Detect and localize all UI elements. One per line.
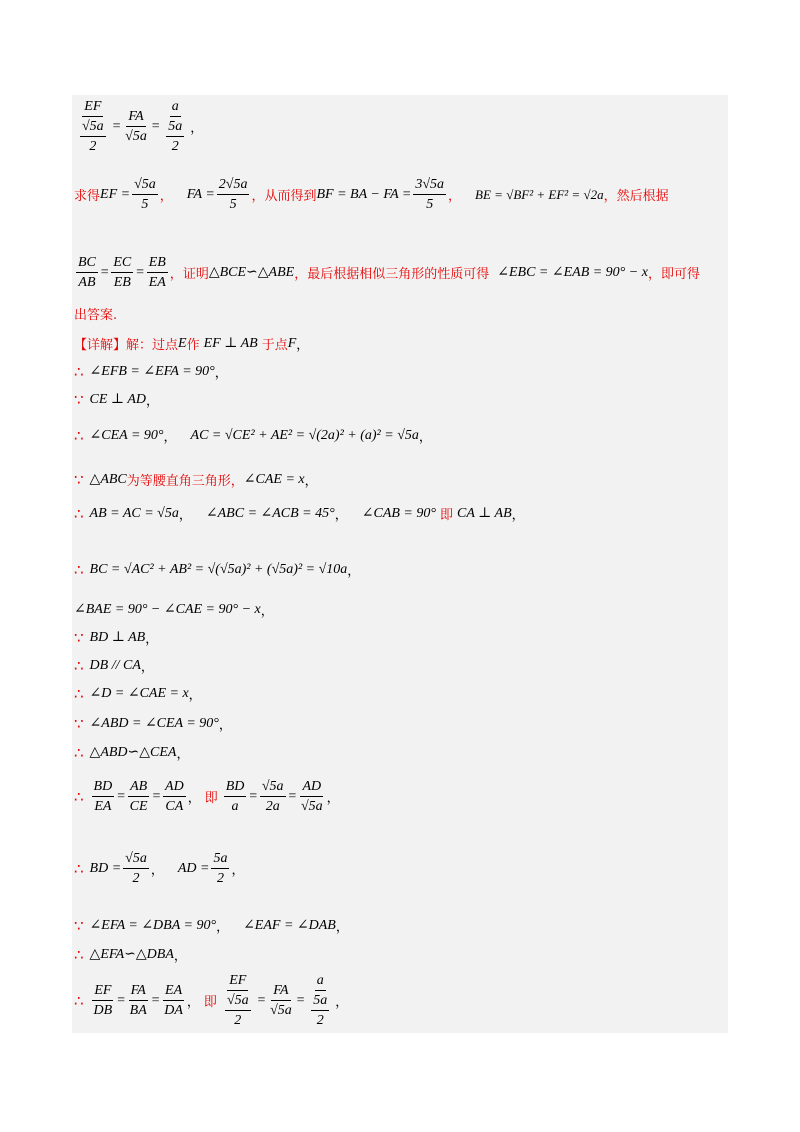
fraction <box>221 972 255 1029</box>
numerator: BD <box>224 778 247 797</box>
math-expression: ∠CEA = 90° <box>89 428 164 443</box>
punctuation: ， <box>163 430 177 445</box>
equation-line-17 <box>74 743 189 762</box>
therefore-symbol: ∴ <box>74 859 84 878</box>
denominator: DA <box>164 1003 183 1018</box>
fraction <box>147 254 168 291</box>
numerator: AB <box>128 778 149 797</box>
punctuation: ， <box>326 791 340 806</box>
equation-line-11 <box>74 560 360 579</box>
denominator: CA <box>165 799 184 814</box>
denominator: AB <box>78 275 96 290</box>
text-label: 作 <box>186 338 200 353</box>
equals-sign: = <box>111 118 122 134</box>
denominator <box>221 991 255 1029</box>
fraction <box>132 176 158 213</box>
denominator: BA <box>129 1003 147 1018</box>
fraction <box>76 254 98 291</box>
denominator: 5 <box>426 197 434 212</box>
punctuation: ， <box>294 267 308 282</box>
equation-line-16 <box>74 714 232 733</box>
math-expression: ∠CAE = x <box>243 472 305 487</box>
text-label: 即 <box>204 791 218 806</box>
numerator: AD <box>163 778 186 797</box>
punctuation: ， <box>448 189 462 204</box>
fraction <box>128 982 149 1019</box>
math-expression: CA ⊥ AB <box>456 506 512 521</box>
fraction <box>225 992 251 1029</box>
punctuation: ， <box>186 995 200 1010</box>
fraction <box>211 850 229 887</box>
math-expression: △ABC <box>89 472 127 487</box>
numerator: √5a <box>132 176 158 195</box>
fraction <box>92 778 115 815</box>
denominator: 2a <box>265 799 280 814</box>
therefore-symbol: ∴ <box>74 560 84 579</box>
numerator: EC <box>111 254 133 273</box>
equation-line-15 <box>74 684 202 703</box>
denominator <box>76 117 110 155</box>
math-expression: ∠ABD = ∠CEA = 90° <box>89 716 219 731</box>
punctuation: ， <box>603 189 617 204</box>
punctuation: ， <box>173 949 187 964</box>
denominator: 2 <box>316 1013 324 1028</box>
text-label: 即可得 <box>660 267 700 282</box>
denominator: 2 <box>132 871 140 886</box>
punctuation: ， <box>188 688 202 703</box>
punctuation: ， <box>334 508 348 523</box>
text-label: 出答案. <box>74 308 118 323</box>
math-expression: BD = <box>89 860 122 876</box>
denominator: 2 <box>89 139 97 154</box>
numerator: FA <box>129 982 148 1001</box>
punctuation: ， <box>190 121 204 136</box>
math-expression: F <box>287 335 297 351</box>
fraction <box>299 778 325 815</box>
denominator: √5a <box>270 1003 292 1018</box>
punctuation: ， <box>176 747 190 762</box>
numerator: 5a <box>166 118 184 137</box>
punctuation: ， <box>214 366 228 381</box>
math-expression: △ABD∽△CEA <box>89 745 177 760</box>
numerator: EF <box>82 98 103 117</box>
text-label: 从而得到 <box>264 189 317 204</box>
text-label: 证明 <box>182 267 209 282</box>
equation-line-8 <box>74 426 432 445</box>
punctuation: ， <box>145 632 159 647</box>
equation-line-6 <box>74 362 228 381</box>
fraction <box>224 778 247 815</box>
punctuation: ， <box>216 920 230 935</box>
fraction <box>268 982 294 1019</box>
fraction <box>128 778 150 815</box>
numerator: √5a <box>80 118 106 137</box>
fraction <box>311 992 329 1029</box>
numerator: 5a <box>311 992 329 1011</box>
punctuation: ， <box>231 863 245 878</box>
punctuation: ， <box>335 995 349 1010</box>
equals-sign: = <box>150 118 161 134</box>
punctuation: ， <box>218 718 232 733</box>
punctuation: ， <box>150 863 164 878</box>
denominator: EB <box>113 275 131 290</box>
math-expression: DB // CA <box>89 657 141 673</box>
numerator: BC <box>76 254 98 273</box>
equation-line-19 <box>74 850 244 887</box>
denominator: 5 <box>141 197 149 212</box>
punctuation: ， <box>335 920 349 935</box>
math-expression: ∠EFA = ∠DBA = 90° <box>89 918 217 933</box>
punctuation: ， <box>418 430 432 445</box>
equation-line-4 <box>74 304 117 323</box>
punctuation: ， <box>169 267 183 282</box>
numerator: 3√5a <box>413 176 446 195</box>
numerator: 2√5a <box>217 176 250 195</box>
equation-line-2 <box>74 176 669 213</box>
therefore-symbol: ∴ <box>74 743 84 762</box>
equation-line-9 <box>74 470 318 489</box>
math-expression: AD = <box>177 860 210 876</box>
punctuation: ， <box>140 660 154 675</box>
denominator: CE <box>129 799 148 814</box>
math-expression: ∠ABC = ∠ACB = 45° <box>205 506 335 521</box>
numerator: √5a <box>225 992 251 1011</box>
math-expression: CE ⊥ AD <box>89 392 147 407</box>
therefore-symbol: ∴ <box>74 656 84 675</box>
fraction <box>111 254 133 291</box>
equation-line-14 <box>74 656 154 675</box>
therefore-symbol: ∴ <box>74 991 84 1010</box>
numerator: 5a <box>211 850 229 869</box>
punctuation: ， <box>347 564 361 579</box>
punctuation: ， <box>251 189 265 204</box>
denominator: √5a <box>300 799 323 814</box>
text-label: 即 <box>439 508 453 523</box>
because-symbol: ∵ <box>74 470 84 489</box>
math-expression: EF = <box>100 186 131 202</box>
math-expression: ∠EAF = ∠DAB <box>243 918 336 933</box>
fraction <box>166 118 184 155</box>
therefore-symbol: ∴ <box>74 362 84 381</box>
math-expression: BE = √BF² + EF² = √2a <box>475 186 604 202</box>
text-label: 为等腰直角三角形， <box>126 474 244 489</box>
fraction <box>92 982 115 1019</box>
fraction <box>260 778 286 815</box>
equation-line-18: ∴ $\frac{BD}{EA}$ = $\frac{AB}{CE}$ = $\frac{AD}{CA}$ ， 即 $\frac{BD}{a}$ = $\frac{√5a}{2a}$ = $\frac{AD}{√5a}$ ， <box>74 779 340 814</box>
punctuation: ， <box>647 267 661 282</box>
text-label: 于点 <box>261 338 288 353</box>
therefore-symbol: ∴ <box>74 426 84 445</box>
math-expression: E <box>178 335 187 351</box>
punctuation: ， <box>146 394 160 409</box>
numerator: BD <box>92 778 115 797</box>
because-symbol: ∵ <box>74 628 84 647</box>
punctuation: ， <box>511 508 525 523</box>
denominator: a <box>231 799 239 814</box>
math-expression: FA = <box>186 186 215 202</box>
text-label: 求得 <box>74 189 101 204</box>
fraction <box>163 778 186 815</box>
numerator: a <box>315 972 326 991</box>
numerator: EA <box>163 982 184 1001</box>
therefore-symbol: ∴ <box>74 504 84 523</box>
punctuation: ， <box>296 338 310 353</box>
math-expression: ∠D = ∠CAE = x <box>89 686 189 701</box>
equation-line-10 <box>74 504 525 523</box>
therefore-symbol: ∴ <box>74 787 84 806</box>
math-expression: ∠EBC = ∠EAB = 90° − x <box>497 265 648 280</box>
text-label: 最后根据相似三角形的性质可得 <box>307 267 490 282</box>
punctuation: ， <box>260 604 274 619</box>
denominator: 2 <box>171 139 179 154</box>
fraction <box>76 98 110 155</box>
punctuation: ， <box>304 474 318 489</box>
equation-line-1 <box>74 98 203 155</box>
fraction <box>307 972 333 1029</box>
text-label: 即 <box>203 995 217 1010</box>
denominator <box>162 117 188 155</box>
punctuation: ， <box>187 791 201 806</box>
math-expression: BF = BA − FA = <box>316 186 412 202</box>
equation-line-22: ∴ $\frac{EF}{DB}$ = $\frac{FA}{BA}$ = $\frac{EA}{DA}$ ， 即 $\frac{EF}{\frac{√5a}{2}}$ = $\frac{FA}{√5a}$ = $\frac{a}{\frac{5a}{2}}$ ， <box>74 973 349 1028</box>
math-expression: △EFA∽△DBA <box>89 947 174 962</box>
because-symbol: ∵ <box>74 916 84 935</box>
because-symbol: ∵ <box>74 390 84 409</box>
equation-line-12 <box>74 600 274 619</box>
math-expression: BC = √AC² + AB² = √(√5a)² + (√5a)² = √10a <box>89 561 348 577</box>
denominator: EA <box>94 799 112 814</box>
denominator: DB <box>93 1003 113 1018</box>
because-symbol: ∵ <box>74 714 84 733</box>
therefore-symbol: ∴ <box>74 684 84 703</box>
therefore-symbol: ∴ <box>74 945 84 964</box>
numerator: a <box>170 98 181 117</box>
denominator <box>307 991 333 1029</box>
numerator: EF <box>227 972 248 991</box>
detail-heading: 【详解】解：过点 <box>74 338 179 353</box>
equation-line-21 <box>74 945 187 964</box>
math-expression: ∠EFB = ∠EFA = 90° <box>89 364 215 379</box>
denominator: 2 <box>216 871 224 886</box>
numerator: √5a <box>123 850 149 869</box>
math-expression: EF ⊥ AB <box>203 336 258 351</box>
numerator: AD <box>300 778 323 797</box>
fraction <box>123 108 149 145</box>
denominator: 2 <box>234 1013 242 1028</box>
fraction <box>80 118 106 155</box>
fraction <box>162 98 188 155</box>
detail-heading-line <box>74 334 309 353</box>
equation-line-13 <box>74 628 158 647</box>
math-expression: △BCE∽△ABE <box>208 265 295 280</box>
numerator: EF <box>92 982 113 1001</box>
text-label: 然后根据 <box>616 189 669 204</box>
equation-line-3: $\frac{BC}{AB}$ = $\frac{EC}{EB}$ = $\frac{EB}{EA}$ ， 证明 △BCE∽△ABE ， 最后根据相似三角形的性质可得 ∠EBC = ∠EAB = 90° − x ， 即可得 <box>78 255 700 290</box>
numerator: EB <box>147 254 168 273</box>
equation-line-7 <box>74 390 159 409</box>
math-expression: ∠CAB = 90° <box>361 506 436 521</box>
punctuation: ， <box>159 189 173 204</box>
denominator: 5 <box>229 197 237 212</box>
fraction <box>413 176 446 213</box>
numerator: FA <box>126 108 145 127</box>
math-expression: AB = AC = √5a <box>89 505 179 521</box>
fraction <box>162 982 185 1019</box>
fraction <box>217 176 250 213</box>
fraction <box>123 850 149 887</box>
denominator: √5a <box>125 129 147 144</box>
denominator: EA <box>148 275 166 290</box>
punctuation: ， <box>178 508 192 523</box>
equation-line-20 <box>74 916 349 935</box>
math-expression: BD ⊥ AB <box>89 630 146 645</box>
math-expression: AC = √CE² + AE² = √(2a)² + (a)² = √5a <box>190 427 419 443</box>
numerator: FA <box>271 982 290 1001</box>
math-expression: ∠BAE = 90° − ∠CAE = 90° − x <box>74 602 261 617</box>
numerator: √5a <box>260 778 286 797</box>
